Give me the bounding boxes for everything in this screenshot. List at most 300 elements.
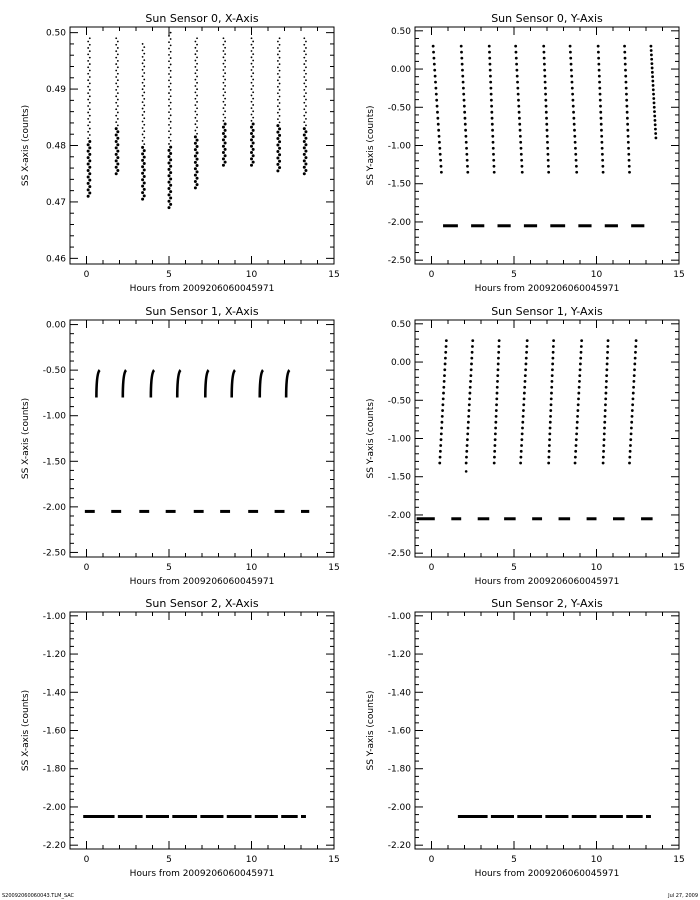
data-point [606, 357, 609, 360]
data-point [89, 115, 91, 117]
data-point [304, 143, 307, 146]
data-point [196, 158, 199, 161]
data-point [571, 81, 574, 84]
data-point [436, 117, 439, 120]
data-point [168, 162, 171, 165]
data-point [88, 140, 91, 143]
data-point [571, 87, 574, 90]
data-point [303, 115, 305, 117]
data-point [602, 171, 605, 174]
x-tick-label: 15 [328, 855, 340, 865]
data-point [488, 51, 491, 54]
data-point [143, 79, 145, 81]
y-axis-label: SS Y-axis (counts) [366, 105, 376, 186]
y-tick-label: -2.00 [387, 510, 411, 521]
data-point [468, 397, 471, 400]
data-point [470, 357, 473, 360]
data-point [169, 146, 172, 149]
y-axis-label: SS Y-axis (counts) [366, 690, 376, 771]
data-point [522, 409, 525, 412]
data-point [303, 166, 306, 169]
data-point [467, 421, 470, 424]
data-point [195, 66, 197, 68]
data-point [525, 345, 528, 348]
data-point [89, 108, 91, 110]
data-point [439, 153, 442, 156]
data-point [569, 51, 572, 54]
data-point [195, 117, 197, 119]
data-point [551, 368, 554, 371]
data-point [87, 86, 89, 88]
data-point [87, 47, 89, 49]
data-point [524, 368, 527, 371]
data-point [578, 380, 581, 383]
x-axis-label: Hours from 2009206060045971 [474, 869, 620, 879]
data-point [303, 83, 305, 85]
data-point [576, 427, 579, 430]
data-point [194, 180, 197, 183]
data-point [223, 37, 225, 39]
data-point [169, 190, 172, 193]
data-point [251, 44, 253, 46]
data-point [489, 69, 492, 72]
data-point [142, 114, 144, 116]
data-point [550, 397, 553, 400]
data-point [115, 102, 117, 104]
data-point [439, 450, 442, 453]
data-point [543, 69, 546, 72]
data-point [170, 127, 172, 129]
chart-panel-3 [21, 305, 340, 587]
data-point [304, 163, 307, 166]
data-point [143, 130, 145, 132]
data-point [471, 345, 474, 348]
data-point [546, 129, 549, 132]
y-axis-label: SS X-axis (counts) [21, 397, 31, 480]
data-point [549, 421, 552, 424]
data-point [652, 84, 655, 87]
y-tick-label: -2.00 [387, 217, 411, 228]
data-point [250, 151, 253, 154]
data-point [115, 50, 117, 52]
data-point [516, 75, 519, 78]
data-point [625, 93, 628, 96]
data-point [575, 432, 578, 435]
data-point [579, 363, 582, 366]
data-point [443, 380, 446, 383]
data-point [629, 444, 632, 447]
plot-frame [70, 320, 334, 557]
data-point [465, 462, 468, 465]
x-tick-label: 0 [83, 855, 90, 865]
data-point [141, 159, 144, 162]
data-point [196, 133, 198, 135]
data-point [277, 47, 279, 49]
data-point [89, 134, 91, 136]
x-tick-label: 5 [166, 855, 172, 865]
data-point [488, 45, 491, 48]
data-point [471, 339, 474, 342]
data-point [488, 57, 491, 60]
data-point [465, 153, 468, 156]
data-point [277, 105, 279, 107]
x-tick-label: 10 [590, 855, 603, 865]
data-point [627, 153, 630, 156]
chart-panel-6 [366, 597, 685, 879]
data-point [305, 79, 307, 81]
data-point [491, 129, 494, 132]
y-tick-label: -0.50 [42, 366, 66, 377]
data-point [569, 57, 572, 60]
data-point [548, 432, 551, 435]
data-point [577, 403, 580, 406]
data-point [633, 368, 636, 371]
data-point [224, 66, 226, 68]
data-point [252, 129, 255, 132]
data-point [195, 79, 197, 81]
data-point [89, 76, 91, 78]
data-point [143, 92, 145, 94]
data-point [461, 69, 464, 72]
y-tick-label: -1.50 [387, 472, 411, 483]
data-point [87, 92, 89, 94]
data-point [634, 351, 637, 354]
data-point [433, 69, 436, 72]
data-point [572, 105, 575, 108]
data-point [303, 57, 305, 59]
data-point [439, 456, 442, 459]
data-point [469, 386, 472, 389]
data-point [545, 117, 548, 120]
data-point [634, 357, 637, 360]
y-tick-label: -2.20 [387, 841, 411, 852]
data-point [276, 131, 279, 134]
data-point [432, 45, 435, 48]
chart-panel-5 [21, 597, 340, 879]
y-tick-label: -2.20 [42, 841, 66, 852]
data-point [461, 63, 464, 66]
data-point [577, 397, 580, 400]
data-point [519, 141, 522, 144]
data-point [224, 110, 226, 112]
data-point [489, 63, 492, 66]
data-point [170, 51, 172, 53]
data-point [224, 98, 226, 100]
data-point [142, 62, 144, 64]
data-point [574, 462, 577, 465]
data-point [277, 92, 279, 94]
data-point [168, 118, 170, 120]
data-point [251, 120, 253, 122]
data-point [250, 126, 253, 129]
data-point [224, 53, 226, 55]
data-point [574, 450, 577, 453]
data-point [490, 105, 493, 108]
data-point [117, 124, 119, 126]
y-axis-label: SS X-axis (counts) [21, 689, 31, 772]
data-point [223, 56, 225, 58]
data-point [653, 110, 656, 113]
data-point [168, 48, 170, 50]
data-point [603, 421, 606, 424]
data-point [440, 171, 443, 174]
data-point [628, 159, 631, 162]
y-tick-label: 0.00 [45, 320, 66, 331]
data-point [653, 106, 656, 109]
data-point [303, 121, 305, 123]
data-point [304, 169, 307, 172]
data-point [653, 102, 656, 105]
data-point [196, 69, 198, 71]
data-point [142, 56, 144, 58]
data-point [434, 81, 437, 84]
x-tick-label: 0 [83, 563, 90, 573]
data-point [631, 403, 634, 406]
x-tick-label: 5 [511, 563, 517, 573]
data-point [521, 421, 524, 424]
data-point [471, 351, 474, 354]
data-point [224, 47, 226, 49]
data-point [515, 57, 518, 60]
data-point [115, 108, 117, 110]
data-point [115, 146, 118, 149]
data-point [141, 146, 144, 149]
data-point [115, 37, 117, 39]
data-point [170, 102, 172, 104]
data-point [470, 368, 473, 371]
data-point [196, 114, 198, 116]
data-point [143, 98, 145, 100]
data-point [546, 135, 549, 138]
x-tick-label: 0 [428, 563, 435, 573]
data-point [602, 462, 605, 465]
data-point [250, 132, 253, 135]
data-point [497, 368, 500, 371]
data-point [304, 156, 307, 159]
data-point [491, 123, 494, 126]
data-point [196, 76, 198, 78]
data-point [170, 70, 172, 72]
data-point [223, 114, 225, 116]
data-point [574, 147, 577, 150]
data-point [460, 45, 463, 48]
data-point [600, 117, 603, 120]
data-point [87, 112, 89, 114]
data-point [490, 87, 493, 90]
data-point [466, 444, 469, 447]
y-tick-label: 0.50 [45, 28, 66, 39]
data-point [550, 403, 553, 406]
data-point [195, 47, 197, 49]
y-tick-label: 0.50 [390, 26, 411, 37]
data-point [624, 63, 627, 66]
data-point [496, 380, 499, 383]
data-point [117, 60, 119, 62]
data-point [223, 101, 225, 103]
data-point [600, 135, 603, 138]
data-point [252, 135, 255, 138]
plot-frame [415, 27, 679, 264]
data-point [624, 69, 627, 72]
data-point [89, 37, 91, 39]
data-point [462, 81, 465, 84]
data-point [194, 135, 197, 138]
data-point [276, 124, 279, 127]
data-point [277, 41, 279, 43]
data-point [598, 69, 601, 72]
data-point [495, 409, 498, 412]
data-point [303, 140, 306, 143]
data-point [522, 403, 525, 406]
data-point [305, 112, 307, 114]
data-point [523, 386, 526, 389]
x-tick-label: 15 [328, 563, 340, 573]
data-point [465, 450, 468, 453]
data-point [579, 357, 582, 360]
y-tick-label: -1.00 [387, 434, 411, 445]
data-point [442, 392, 445, 395]
data-point [518, 123, 521, 126]
y-tick-label: 0.00 [390, 358, 411, 369]
y-tick-label: -1.60 [387, 726, 411, 737]
data-point [440, 427, 443, 430]
data-point [437, 129, 440, 132]
data-point [607, 339, 610, 342]
data-point [466, 159, 469, 162]
data-point [305, 73, 307, 75]
data-point [605, 386, 608, 389]
data-point [196, 88, 198, 90]
data-point [572, 99, 575, 102]
data-point [279, 109, 281, 111]
data-point [169, 177, 172, 180]
data-point [170, 76, 172, 78]
data-point [87, 60, 89, 62]
data-point [544, 99, 547, 102]
data-arc [232, 370, 235, 397]
data-point [251, 56, 253, 58]
footer-filename: S20092060060043.TLM_SAC [2, 893, 75, 899]
data-point [276, 150, 279, 153]
data-point [168, 187, 171, 190]
chart-title: Sun Sensor 1, X-Axis [145, 305, 259, 318]
data-point [305, 54, 307, 56]
data-point [252, 47, 254, 49]
data-point [196, 151, 199, 154]
data-point [87, 195, 90, 198]
data-point [279, 44, 281, 46]
data-point [303, 44, 305, 46]
data-point [519, 462, 522, 465]
data-point [650, 45, 653, 48]
data-point [303, 63, 305, 65]
data-point [278, 166, 281, 169]
data-point [222, 151, 225, 154]
data-point [572, 117, 575, 120]
data-point [168, 130, 170, 132]
data-point [251, 75, 253, 77]
data-point [444, 357, 447, 360]
data-point [196, 44, 198, 46]
y-tick-label: -1.20 [42, 650, 66, 661]
data-point [438, 135, 441, 138]
data-point [575, 444, 578, 447]
y-tick-label: 0.00 [390, 65, 411, 76]
data-point [515, 51, 518, 54]
data-point [489, 75, 492, 78]
data-point [438, 141, 441, 144]
data-point [142, 49, 144, 51]
data-point [196, 101, 198, 103]
data-point [304, 150, 307, 153]
data-point [116, 169, 119, 172]
data-point [303, 153, 306, 156]
data-point [279, 76, 281, 78]
data-point [277, 73, 279, 75]
data-point [654, 128, 657, 131]
data-point [143, 46, 145, 48]
y-tick-label: -1.00 [387, 611, 411, 622]
data-point [628, 165, 631, 168]
data-point [251, 63, 253, 65]
data-point [632, 392, 635, 395]
data-point [277, 79, 279, 81]
data-point [170, 32, 172, 34]
data-point [544, 87, 547, 90]
data-point [526, 339, 529, 342]
data-point [224, 91, 226, 93]
data-point [443, 374, 446, 377]
y-tick-label: -1.50 [42, 457, 66, 468]
data-point [251, 82, 253, 84]
data-point [141, 191, 144, 194]
data-point [168, 35, 170, 37]
data-point [494, 432, 497, 435]
data-point [604, 409, 607, 412]
data-point [168, 54, 170, 56]
data-point [438, 462, 441, 465]
data-point [435, 87, 438, 90]
data-point [142, 88, 144, 90]
data-arc [177, 370, 180, 397]
data-point [597, 45, 600, 48]
data-point [170, 83, 172, 85]
data-point [87, 66, 89, 68]
data-point [115, 57, 117, 59]
data-point [441, 421, 444, 424]
data-point [143, 194, 146, 197]
data-point [603, 438, 606, 441]
data-point [629, 438, 632, 441]
chart-title: Sun Sensor 2, Y-Axis [491, 597, 603, 610]
data-point [439, 159, 442, 162]
data-point [277, 54, 279, 56]
data-point [224, 72, 226, 74]
data-arc [260, 370, 263, 397]
data-point [277, 86, 279, 88]
data-point [305, 47, 307, 49]
y-tick-label: -1.80 [387, 764, 411, 775]
plot-frame [70, 612, 334, 849]
data-point [632, 386, 635, 389]
data-point [222, 145, 225, 148]
data-point [305, 66, 307, 68]
data-point [196, 95, 198, 97]
data-point [543, 51, 546, 54]
data-point [514, 45, 517, 48]
data-point [277, 99, 279, 101]
data-point [88, 185, 91, 188]
